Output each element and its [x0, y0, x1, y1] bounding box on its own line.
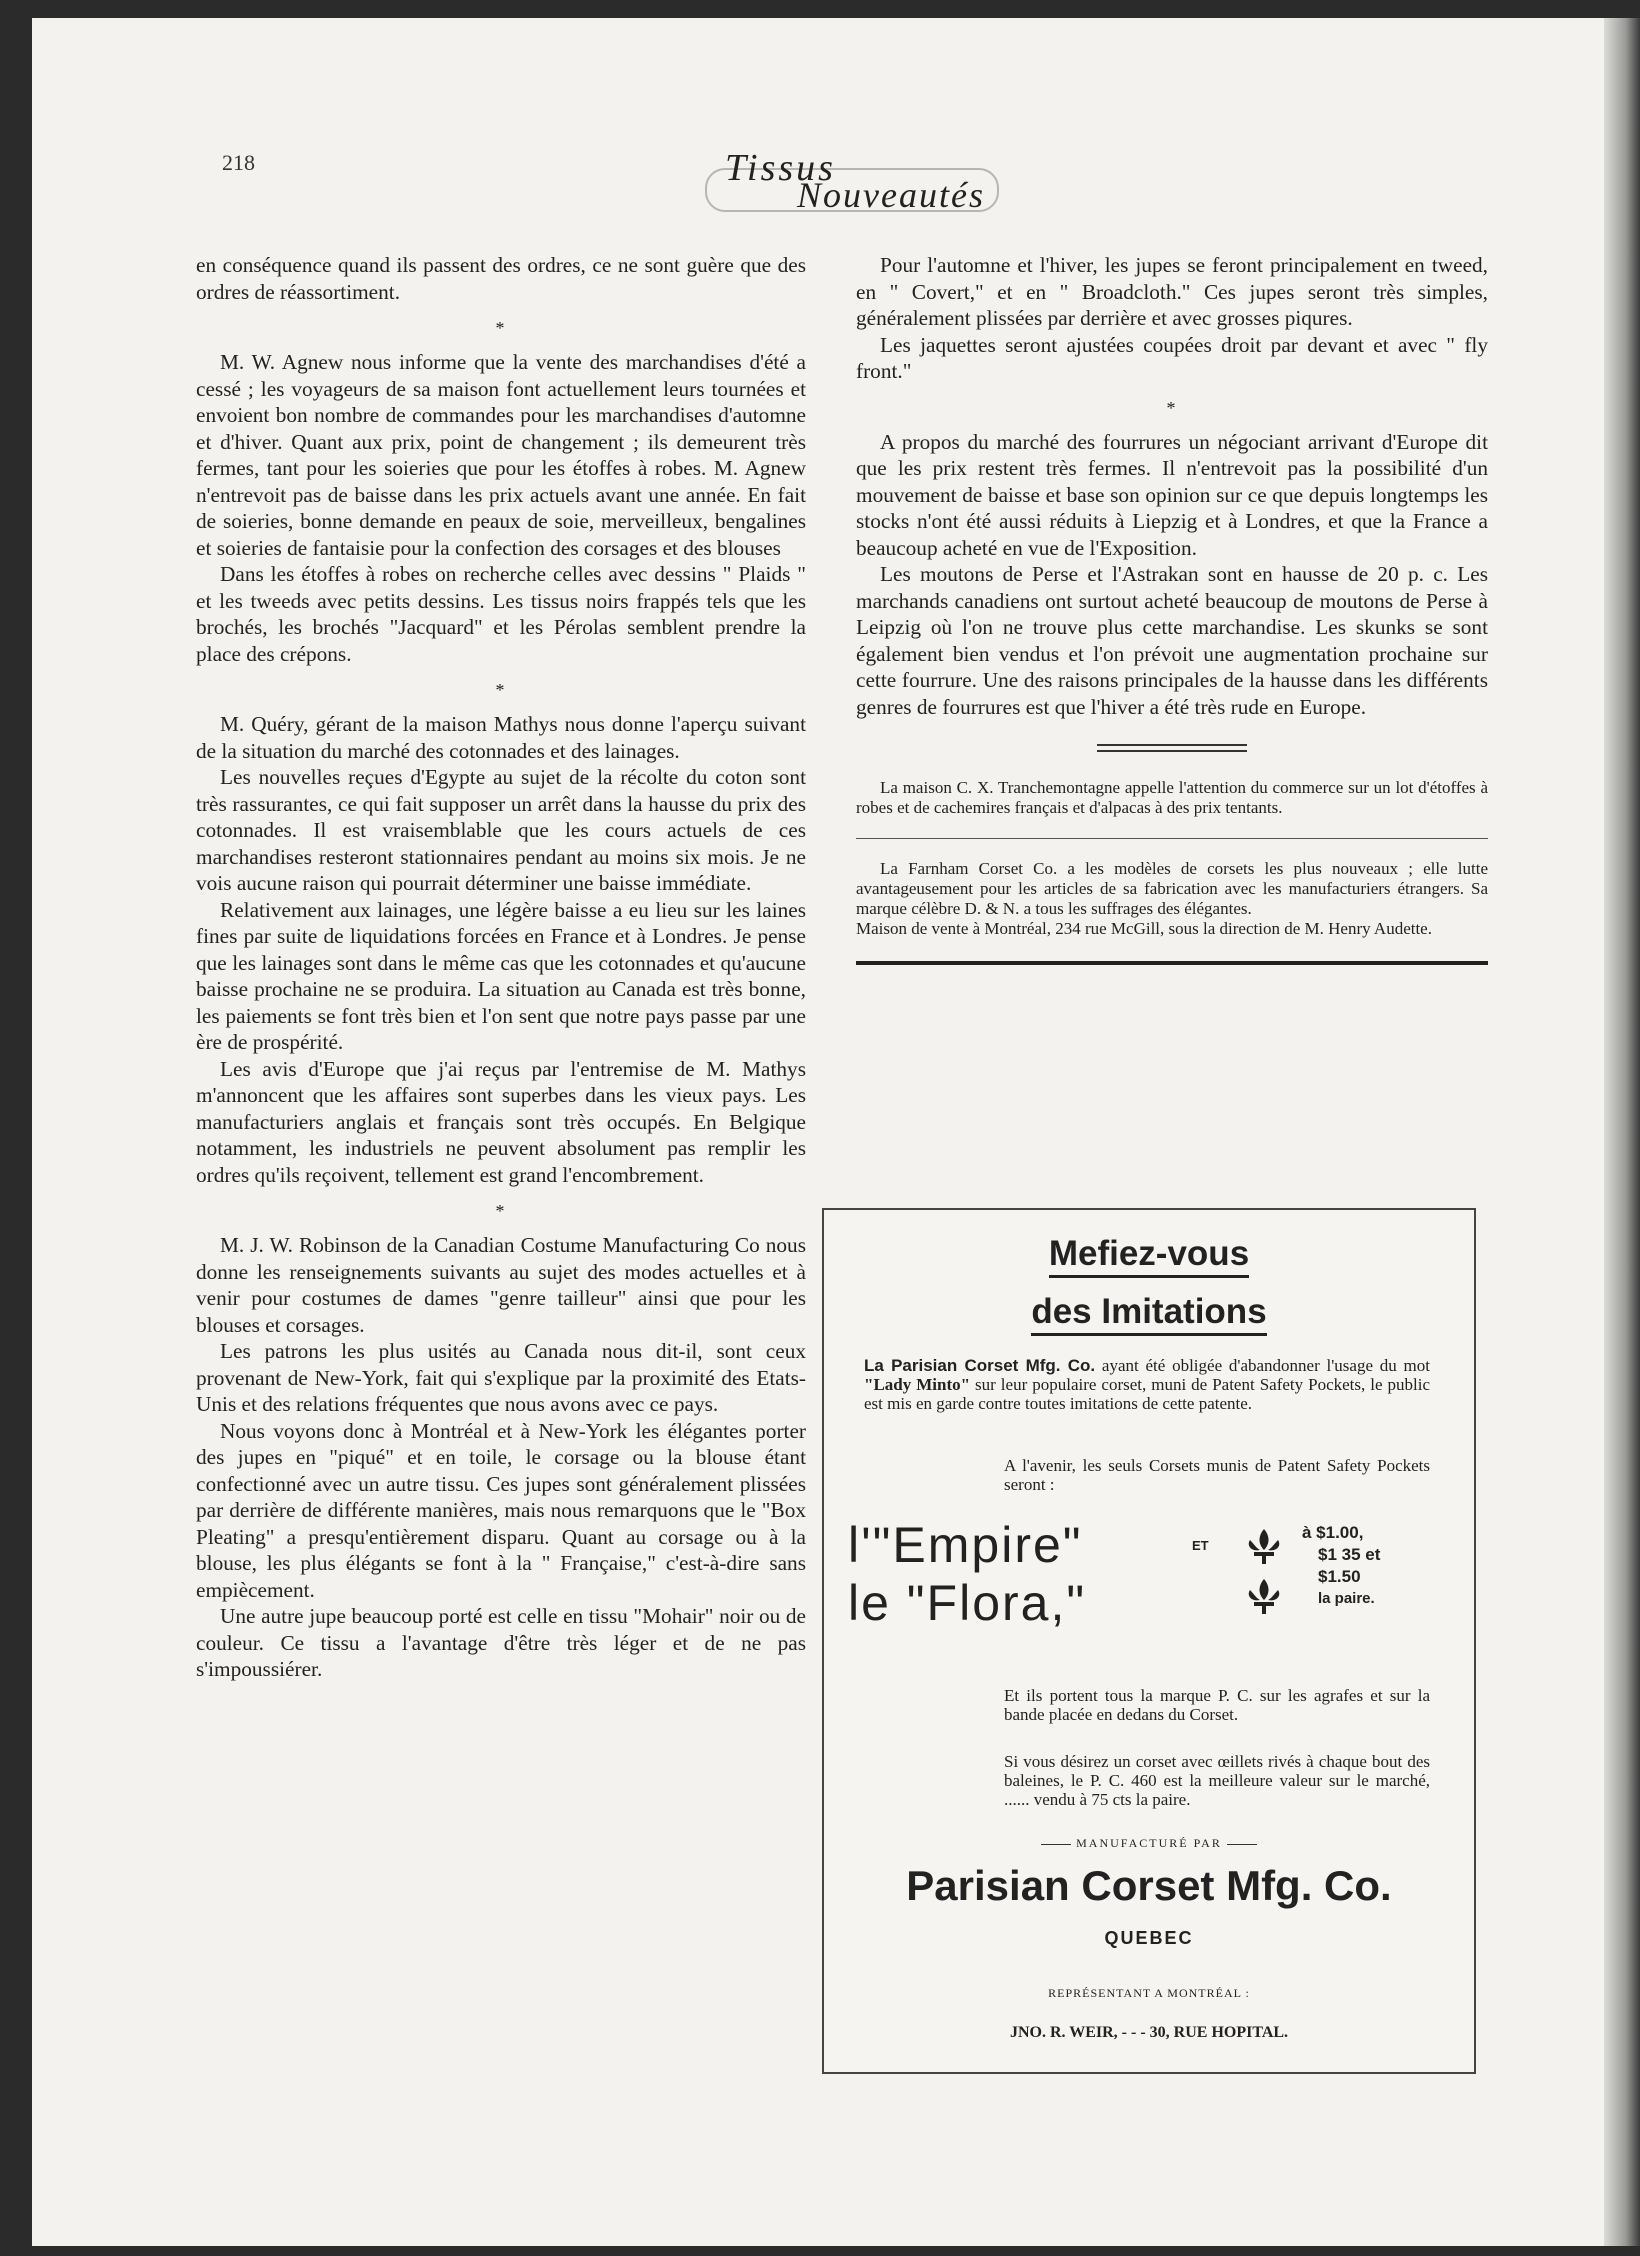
- news-note: Maison de vente à Montréal, 234 rue McGill, sous la direction de M. Henry Audette.: [856, 919, 1432, 938]
- manufacture-label: MANUFACTURÉ PAR: [1014, 1836, 1284, 1851]
- paragraph: Les jaquettes seront ajustées coupées droit par devant et avec " fly front.": [856, 332, 1488, 383]
- paragraph: Une autre jupe beaucoup porté est celle en tissu "Mohair" noir ou de couleur. Ce tissu a l'avantage d'être très léger et de ne pas s'impoussiérer.: [196, 1604, 806, 1681]
- page-edge: [1604, 18, 1640, 2246]
- divider: [856, 838, 1488, 839]
- paragraph: M. J. W. Robinson de la Canadian Costume Manufacturing Co nous donne les renseignements suivants au sujet des modes actuelles et à venir pour costumes de dames "genre tailleur" ainsi que pour les blouses et corsages.: [196, 1233, 806, 1337]
- paragraph: Nous voyons donc à Montréal et à New-York les élégantes porter des jupes en "piqué" et en toile, le corsage ou la blouse étant confectionné avec un autre tissu. Ces jupes sont généralement plissées par derrière de différente manières, mais nous remarquons que le "Box Pleating" a presqu'entièrement disparu. Quant au corsage ou à la blouse, les plus élégants se font à la " Française," c'est-à-dire sans empiècement.: [196, 1418, 806, 1602]
- ad-intro-text: La Parisian Corset Mfg. Co. ayant été obligée d'abandonner l'usage du mot "Lady Minto" sur leur populaire corset, muni de Patent Safety Pockets, le public est mis en garde contre toutes imitations de cette patente.: [864, 1356, 1431, 1413]
- paragraph: Relativement aux lainages, une légère baisse a eu lieu sur les laines fines par suite de liquidations forcées en France et à Londres. Je pense que les lainages sont dans le même cas que les cotonnades et qu'aucune baisse prochaine ne se produira. La situation au Canada est très bonne, les paiements se font très bien et l'on sent que notre pays passe par une ère de prospérité.: [196, 897, 806, 1054]
- price-line: à $1.00,: [1302, 1523, 1364, 1542]
- ad-text-future: A l'avenir, les seuls Corsets munis de Patent Safety Pockets seront :: [1004, 1456, 1430, 1494]
- left-column: [196, 252, 806, 1683]
- paragraph: Dans les étoffes à robes on recherche celles avec dessins " Plaids " et les tweeds avec petits dessins. Les tissus noirs frappés tels que les brochés, les brochés "Jacquard" et les Pérolas semblent prendre la place des crépons.: [196, 562, 806, 666]
- paragraph: Pour l'automne et l'hiver, les jupes se feront principalement en tweed, en " Covert," et en " Broadcloth." Ces jupes seront très simples, généralement plissées par derrière et avec grosses piqures.: [856, 253, 1488, 330]
- news-note: La Farnham Corset Co. a les modèles de corsets les plus nouveaux ; elle lutte avantageusement pour les articles de sa fabrication avec les manufacturiers étrangers. Sa marque célèbre D. & N. a tous les suffrages des élégantes.: [856, 859, 1488, 918]
- paragraph: Les patrons les plus usités au Canada nous dit-il, sont ceux provenant de New-York, fait qui s'explique par la proximité des Etats-Unis et des relations fréquentes que nous avons avec ce pays.: [196, 1339, 806, 1416]
- paragraph: Les avis d'Europe que j'ai reçus par l'entremise de M. Mathys m'annoncent que les affaires sont superbes dans les vieux pays. Les manufacturiers anglais et français sont très occupés. En Belgique notamment, les industriels ne peuvent absolument pas remplir les ordres qu'ils reçoivent, tellement est grand l'encombrement.: [196, 1056, 806, 1187]
- corset-advertisement: [822, 1208, 1476, 2074]
- flora-brand: le "Flora,": [848, 1575, 1087, 1631]
- fleur-de-lis-icon: [1244, 1576, 1284, 1616]
- manufacturer-name: Parisian Corset Mfg. Co.: [906, 1862, 1392, 1909]
- representative-label: REPRÉSENTANT A MONTRÉAL :: [1048, 1986, 1250, 2000]
- masthead-logo: [705, 140, 1005, 226]
- divider-thick: [856, 961, 1488, 965]
- price-line: la paire.: [1318, 1590, 1375, 1607]
- section-separator: *: [495, 318, 507, 338]
- ad-title-line-1: Mefiez-vous: [824, 1234, 1474, 1274]
- paragraph: M. W. Agnew nous informe que la vente des marchandises d'été a cessé ; les voyageurs de sa maison font actuellement leurs tournées et envoient bon nombre de commandes pour les marchandises d'automne et d'hiver. Quant aux prix, point de changement ; ils demeurent très fermes, tant pour les soieries que pour les étoffes à robes. M. Agnew n'entrevoit pas de baisse dans les prix actuels avant une année. En fait de soieries, bonne demande en peaux de soie, merveilleux, bengalines et soieries de fantaisie pour la confection des corsages et des blouses: [196, 350, 806, 560]
- right-column: [856, 252, 1488, 977]
- price-line: $1 35 et: [1318, 1545, 1381, 1564]
- section-separator: *: [1166, 397, 1178, 418]
- ad-title-line-2: des Imitations: [824, 1292, 1474, 1332]
- paragraph: A propos du marché des fourrures un négociant arrivant d'Europe dit que les prix restent très fermes. Il n'entrevoit pas la possibilité d'un mouvement de baisse et base son opinion sur ce que depuis longtemps les stocks n'ont été aussi réduits à Liepzig et à Londres, et que la France a beaucoup acheté en vue de l'Exposition.: [856, 429, 1488, 560]
- masthead-word-2: Nouveautés: [797, 175, 985, 215]
- masthead-word-1: Tissus: [725, 147, 836, 189]
- representative-name: JNO. R. WEIR, - - - 30, RUE HOPITAL.: [1009, 2024, 1289, 2041]
- ad-text-offer: Si vous désirez un corset avec œillets rivés à chaque bout des baleines, le P. C. 460 est la meilleure valeur sur le marché, ...... vendu à 75 cts la paire.: [1004, 1752, 1430, 1809]
- ad-text-mark: Et ils portent tous la marque P. C. sur les agrafes et sur la bande placée en dedans du Corset.: [1004, 1686, 1430, 1724]
- double-rule: [1097, 744, 1247, 752]
- section-separator: *: [495, 1201, 507, 1221]
- manufacturer-city: QUEBEC: [1104, 1928, 1194, 1948]
- paragraph: M. Quéry, gérant de la maison Mathys nous donne l'aperçu suivant de la situation du marché des cotonnades et des lainages.: [196, 712, 806, 763]
- section-separator: *: [495, 680, 507, 700]
- price-line: $1.50: [1318, 1567, 1361, 1586]
- paragraph: Les nouvelles reçues d'Egypte au sujet de la récolte du coton sont très rassurantes, ce qui fait supposer un arrêt dans la hausse du prix des cotonnades. Il est vraisemblable que les cours actuels de ces marchandises resteront stationnaires pendant au moins six mois. Je ne vois aucune raison qui pourrait déterminer une baisse immédiate.: [196, 765, 806, 895]
- fleur-de-lis-icon: [1244, 1526, 1284, 1566]
- et-label: ET: [1192, 1538, 1209, 1553]
- paragraph: Les moutons de Perse et l'Astrakan sont en hausse de 20 p. c. Les marchands canadiens ont surtout acheté beaucoup de moutons de Perse à Leipzig où l'on ne trouve plus cette marchandise. Les skunks se sont également bien vendus et l'on prévoit une augmentation prochaine sur cette fourrure. Une des raisons principales de la hausse dans les différents genres de fourrures est que l'hiver a été très rude en Europe.: [856, 562, 1488, 719]
- page-number: 218: [222, 150, 255, 175]
- news-note: La maison C. X. Tranchemontagne appelle l'attention du commerce sur un lot d'étoffes à robes et de cachemires français et d'alpacas à des prix tentants.: [856, 778, 1488, 817]
- paragraph: en conséquence quand ils passent des ordres, ce ne sont guère que des ordres de réassortiment.: [196, 253, 806, 304]
- empire-brand: l'"Empire": [848, 1517, 1083, 1573]
